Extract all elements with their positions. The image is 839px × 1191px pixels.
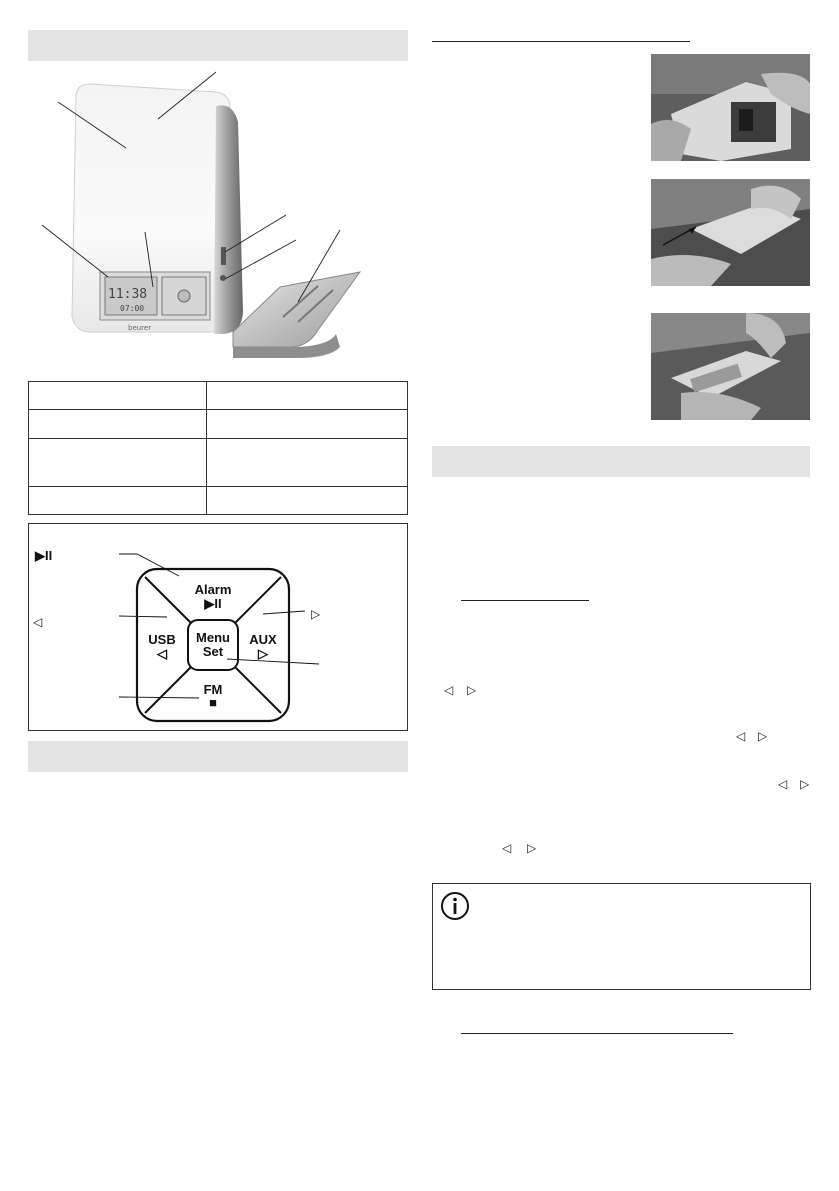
legend-right-symbol: ▷ xyxy=(311,607,321,621)
alarm-key-label: Alarm xyxy=(194,582,232,597)
left-arrow-icon: ◁ xyxy=(778,777,788,791)
legend-left-symbol: ◁ xyxy=(33,615,43,629)
right-arrow-icon: ▷ xyxy=(467,683,477,697)
fm-key-label: FM xyxy=(203,682,223,697)
right-arrow-icon: ▷ xyxy=(800,777,810,791)
display-small-text: 07:00 xyxy=(120,304,145,313)
battery-step-photo-3 xyxy=(651,313,810,420)
table-row xyxy=(29,410,408,439)
info-note-box xyxy=(432,883,811,990)
legend-play-pause-symbol: ▶II xyxy=(35,548,53,563)
device-illustration xyxy=(28,62,408,362)
left-key-symbol: ◁ xyxy=(157,646,167,661)
usb-key-label: USB xyxy=(148,632,176,647)
set-key-label: Set xyxy=(202,644,224,659)
left-arrow-icon: ◁ xyxy=(736,729,746,743)
section-header-bar-1 xyxy=(28,30,408,61)
left-arrow-icon: ◁ xyxy=(502,841,512,855)
table-row xyxy=(29,439,408,487)
brand-logo-text: beurer xyxy=(128,324,152,332)
left-arrow-icon: ◁ xyxy=(444,683,454,697)
section-header-bar-2 xyxy=(28,741,408,772)
table-row xyxy=(29,382,408,410)
table-row xyxy=(29,487,408,515)
underline-rule-1 xyxy=(432,41,690,42)
battery-step-photo-2 xyxy=(651,179,810,286)
info-icon xyxy=(440,891,470,921)
right-arrow-icon: ▷ xyxy=(758,729,768,743)
underline-rule-2 xyxy=(461,600,589,601)
display-time-text: 11:38 xyxy=(108,287,148,302)
battery-step-photo-1 xyxy=(651,54,810,161)
aux-key-label: AUX xyxy=(249,632,277,647)
spec-table xyxy=(28,381,408,515)
play-pause-key-symbol: ▶II xyxy=(204,596,222,611)
right-arrow-icon: ▷ xyxy=(527,841,537,855)
stop-key-symbol: ■ xyxy=(209,695,217,710)
control-pad-diagram xyxy=(29,524,407,730)
underline-rule-3 xyxy=(461,1033,733,1034)
menu-key-label: Menu xyxy=(196,630,230,645)
right-key-symbol: ▷ xyxy=(258,646,268,661)
section-header-bar-3 xyxy=(432,446,810,477)
